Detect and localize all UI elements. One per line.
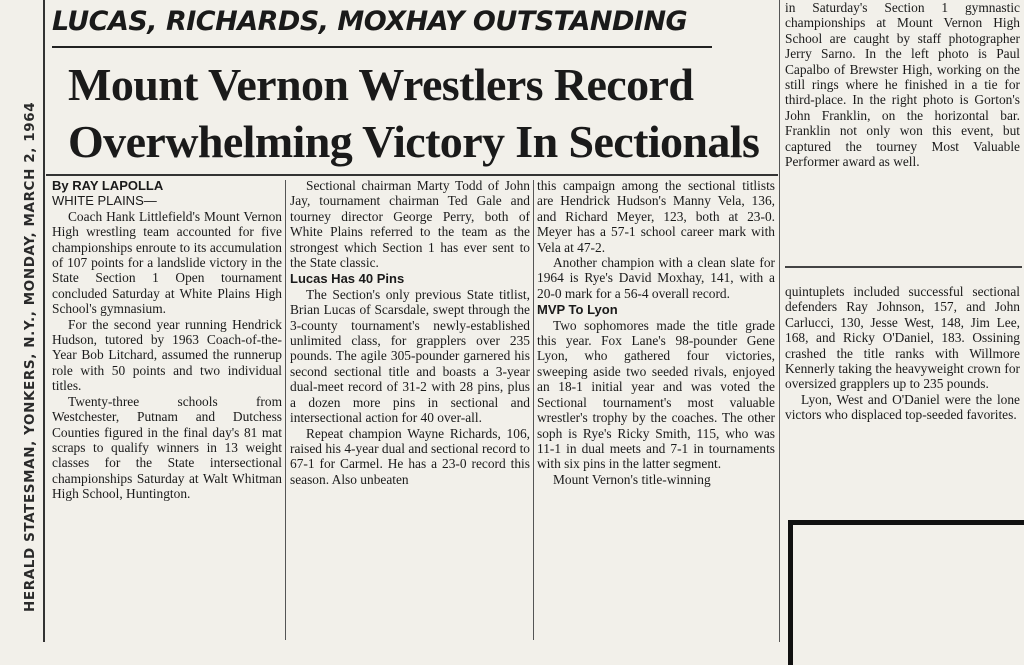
article-column-2 (290, 178, 530, 487)
paragraph: quintuplets included successful sectional defenders Ray Johnson, 157, and John Carlucci, 130, Jesse West, 148, Jim Lee, 168, and Ricky O'Daniel, 183. Ossining crashed the title ranks with Willmore Kennerly taking the heavyweight crown for oversized grapplers up to 235 pounds. (785, 284, 1020, 392)
paragraph: Another champion with a clean slate for 1964 is Rye's David Moxhay, 141, with a 20-0 mark for a 56-4 overall record. (537, 255, 775, 301)
subheading: Lucas Has 40 Pins (290, 271, 405, 287)
paragraph: For the second year running Hendrick Hudson, tutored by 1963 Coach-of-the-Year Bob Litchard, assumed the runnerup role with 50 points and two individual titles. (52, 316, 282, 394)
main-headline (68, 56, 768, 170)
paragraph: Repeat champion Wayne Richards, 106, raised his 4-year dual and sectional record to 67-1 for Carmel. He has a 23-0 record this season. Also unbeaten (290, 425, 530, 487)
margin-rule (43, 0, 45, 642)
kicker-rule (52, 46, 712, 48)
byline: By RAY LAPOLLA (52, 178, 164, 193)
headline-line-1: Mount Vernon Wrestlers Record (68, 59, 694, 110)
dateline: WHITE PLAINS— (52, 193, 157, 209)
paragraph: The Section's only previous State titlist, Brian Lucas of Scarsdale, swept through the 3-county tournament's newly-established unlimited class, for grapplers over 235 pounds. The agile 305-pounder garnered his second sectional title and boasts a 3-year dual-meet record of 31-2 with 28 pins, plus a dozen more pins in sectional and intersectional action for 40 over-all. (290, 286, 530, 426)
article-column-4-continued (785, 284, 1020, 423)
column-rule (533, 180, 534, 640)
photo-caption: in Saturday's Section 1 gymnastic championships at Mount Vernon High School are caught by staff photographer Jerry Sarno. In the left photo is Paul Capalbo of Brewster High, working on the still rings where he finished in a tie for third-place. In the right photo is Gorton's John Franklin, on the horizontal bar. Franklin not only won this event, but captured the tourney Most Valuable Performer award as well. (785, 0, 1020, 170)
paragraph: Sectional chairman Marty Todd of John Jay, tournament chairman Ted Gale and tourney director George Perry, both of White Plains referred to the team as the strongest which Section 1 has ever sent to the State classic. (290, 178, 530, 271)
caption-rule (785, 266, 1022, 268)
paragraph: Twenty-three schools from Westchester, Putnam and Dutchess Counties figured in the final day's 81 mat scraps to qualify winners in 13 weight classes for the State intersectional championships Saturday at Walt Whitman High School, Huntington. (52, 393, 282, 502)
kicker-headline: LUCAS, RICHARDS, MOXHAY OUTSTANDING (52, 6, 688, 37)
paragraph: Lyon, West and O'Daniel were the lone victors who displaced top-seeded favorites. (785, 391, 1020, 423)
article-column-1 (52, 178, 282, 502)
masthead-dateline: HERALD STATESMAN, YONKERS, N.Y., MONDAY, MARCH 2, 1964 (22, 101, 38, 612)
paragraph: Two sophomores made the title grade this year. Fox Lane's 98-pounder Gene Lyon, who gathered four victories, sweeping aside two seeded rivals, enjoyed an 18-1 initial year and was voted the Sectional tournament's most valuable wrestler's trophy by the coaches. The other soph is Rye's Ricky Smith, 115, who was 11-1 in dual meets and 7-1 in tournaments with six pins in the latter segment. (537, 317, 775, 472)
headline-rule (46, 174, 778, 176)
column-rule (779, 0, 780, 642)
page-margin (0, 0, 44, 642)
adjacent-ad-box (788, 520, 1024, 665)
column-rule (285, 180, 286, 640)
headline-line-2: Overwhelming Victory In Sectionals (68, 116, 760, 167)
article-column-4 (785, 0, 1020, 169)
article-column-3 (537, 178, 775, 487)
paragraph: Coach Hank Littlefield's Mount Vernon High wrestling team accounted for five championships enroute to its accumulation of 107 points for a landslide victory in the State Section 1 Open tournament concluded Saturday at White Plains High School's gymnasium. (52, 208, 282, 317)
subheading: MVP To Lyon (537, 302, 618, 318)
paragraph: this campaign among the sectional titlists are Hendrick Hudson's Manny Vela, 136, and Richard Meyer, 123, both at 23-0. Meyer has a 57-1 school career mark with Vela at 47-2. (537, 178, 775, 255)
paragraph: Mount Vernon's title-winning (553, 471, 711, 487)
